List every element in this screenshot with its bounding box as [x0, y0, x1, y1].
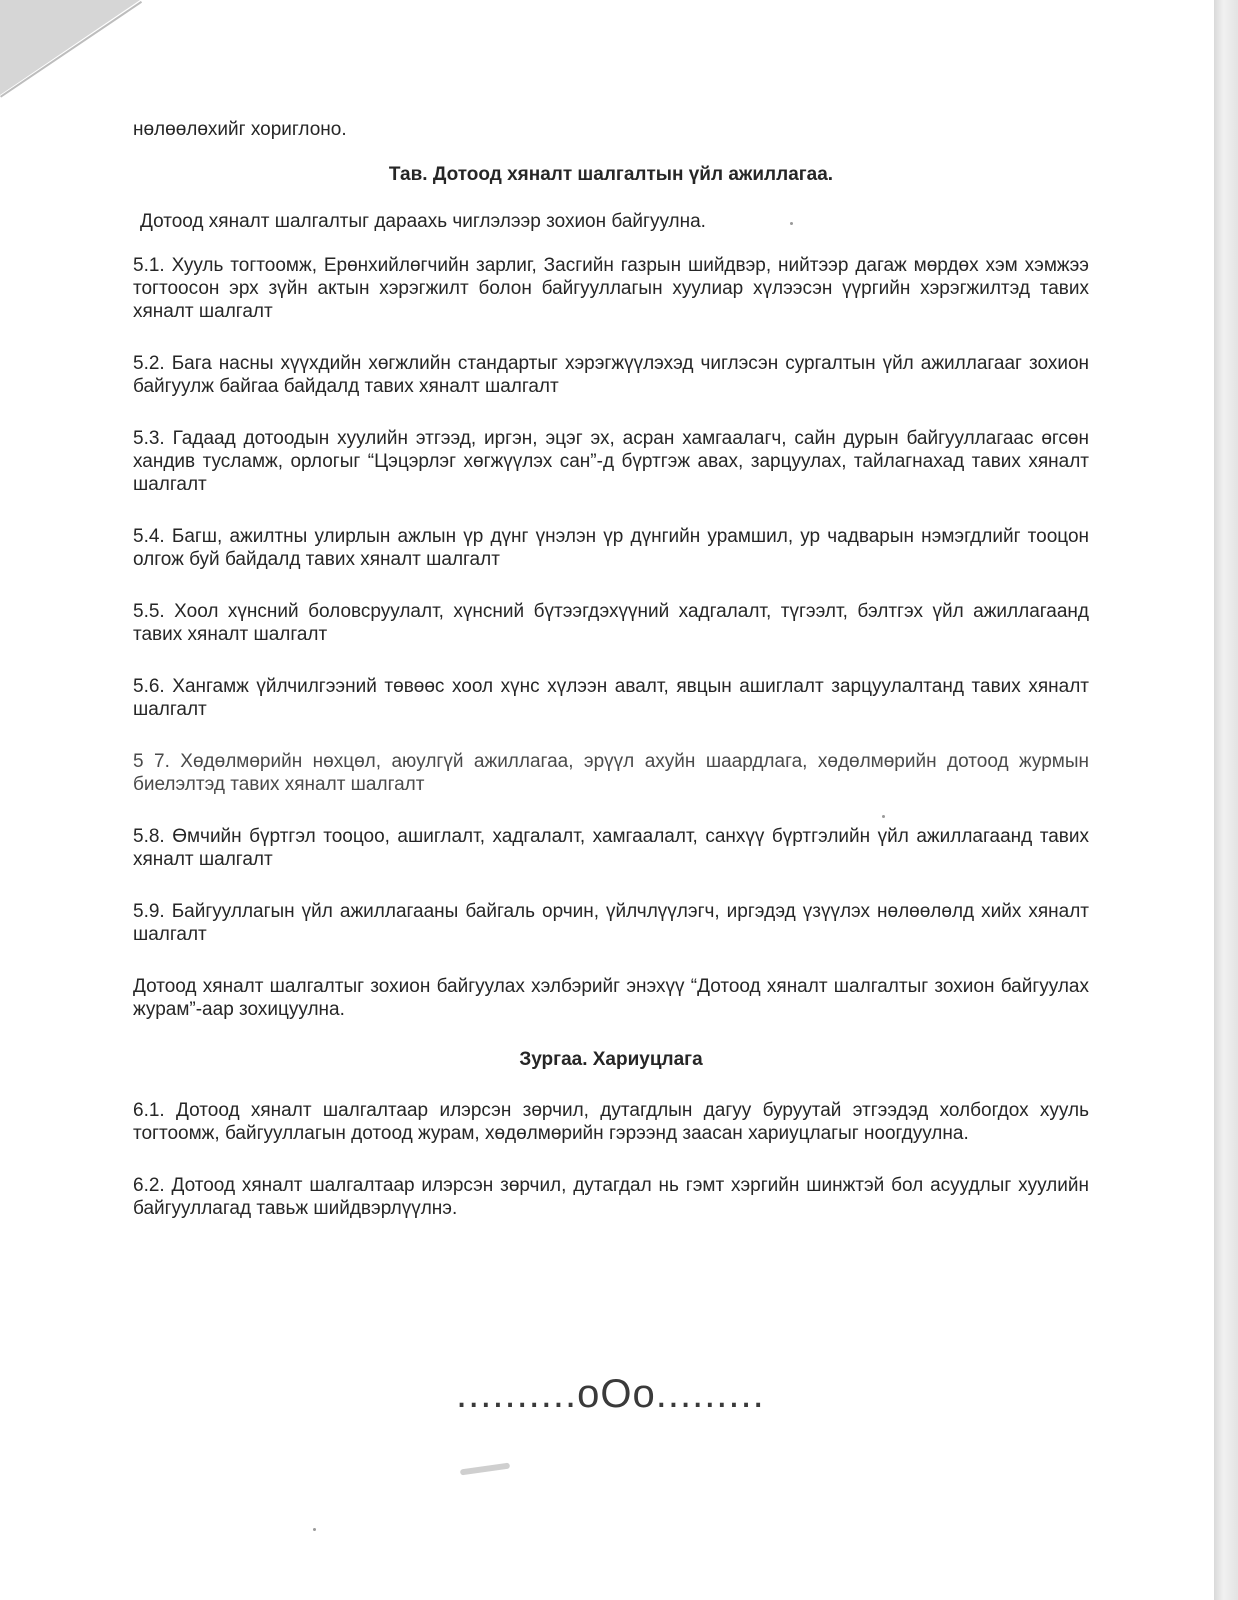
lead-line: нөлөөлөхийг хориглоно.	[133, 119, 347, 140]
document-body	[133, 118, 1089, 1249]
clause-5-2: 5.2. Бага насны хүүхдийн хөгжлийн стандартыг хэрэгжүүлэхэд чиглэсэн сургалтын үйл ажиллагааг зохион байгуулж байгаа байдалд тавих хяналт шалгалт	[133, 353, 1089, 397]
scan-speck	[790, 222, 793, 225]
section-5-intro: Дотоод хяналт шалгалтыг дараахь чиглэлээр зохион байгуулна.	[140, 211, 706, 232]
section-5-heading: Тав. Дотоод хяналт шалгалтын үйл ажиллагаа.	[388, 164, 834, 185]
section-5-closing: Дотоод хяналт шалгалтыг зохион байгуулах хэлбэрийг энэхүү “Дотоод хяналт шалгалтыг зохион байгуулах журам”-аар зохицуулна.	[133, 976, 1089, 1020]
clause-5-6: 5.6. Хангамж үйлчилгээний төвөөс хоол хүнс хүлээн авалт, явцын ашиглалт зарцуулалтанд тавих хяналт шалгалт	[133, 676, 1089, 720]
clause-6-2: 6.2. Дотоод хяналт шалгалтаар илэрсэн зөрчил, дутагдал нь гэмт хэргийн шинжтэй бол асуудлыг хуулийн байгууллагад тавьж шийдвэрлүүлнэ.	[133, 1175, 1089, 1219]
clause-6-1: 6.1. Дотоод хяналт шалгалтаар илэрсэн зөрчил, дутагдлын дагуу буруутай этгээдэд холбогдох хууль тогтоомж, байгууллагын дотоод журам, хөдөлмөрийн гэрээнд заасан хариуцлагыг ноогдуулна.	[133, 1100, 1089, 1144]
scan-speck	[313, 1528, 316, 1531]
scan-speck	[882, 815, 885, 818]
clause-5-1: 5.1. Хууль тогтоомж, Ерөнхийлөгчийн зарлиг, Засгийн газрын шийдвэр, нийтээр дагаж мөрдөх хэм хэмжээ тогтоосон эрх зүйн актын хэрэгжилт болон байгууллагын хуулиар хүлээсэн үүргийн хэрэгжилтэд тавих хяналт шалгалт	[133, 255, 1089, 322]
clause-5-9: 5.9. Байгууллагын үйл ажиллагааны байгаль орчин, үйлчлүүлэгч, иргэдэд үзүүлэх нөлөөлөлд хийх хяналт шалгалт	[133, 901, 1089, 945]
scanner-edge	[1214, 0, 1238, 1600]
clause-5-3: 5.3. Гадаад дотоодын хуулийн этгээд, иргэн, эцэг эх, асран хамгаалагч, сайн дурын байгууллагаас өгсөн хандив тусламж, орлогыг “Цэцэрлэг хөгжүүлэх сан”-д бүртгэж авах, зарцуулах, тайлагнахад тавих хяналт шалгалт	[133, 428, 1089, 495]
clause-5-5: 5.5. Хоол хүнсний боловсруулалт, хүнсний бүтээгдэхүүний хадгалалт, түгээлт, бэлтгэх үйл ажиллагаанд тавих хяналт шалгалт	[133, 601, 1089, 645]
end-of-document-mark: ..........oOo.........	[456, 1372, 765, 1416]
clause-5-8: 5.8. Өмчийн бүртгэл тооцоо, ашиглалт, хадгалалт, хамгаалалт, санхүү бүртгэлийн үйл ажиллагаанд тавих хяналт шалгалт	[133, 826, 1089, 870]
scan-smudge	[460, 1463, 510, 1476]
section-6-heading: Зургаа. Хариуцлага	[519, 1049, 703, 1070]
clause-5-7: 5 7. Хөдөлмөрийн нөхцөл, аюулгүй ажиллагаа, эрүүл ахуйн шаардлага, хөдөлмөрийн дотоод журмын биелэлтэд тавих хяналт шалгалт	[133, 751, 1089, 795]
clause-5-4: 5.4. Багш, ажилтны улирлын ажлын үр дүнг үнэлэн үр дүнгийн урамшил, ур чадварын нэмэгдлийг тооцон олгож буй байдалд тавих хяналт шалгалт	[133, 526, 1089, 570]
